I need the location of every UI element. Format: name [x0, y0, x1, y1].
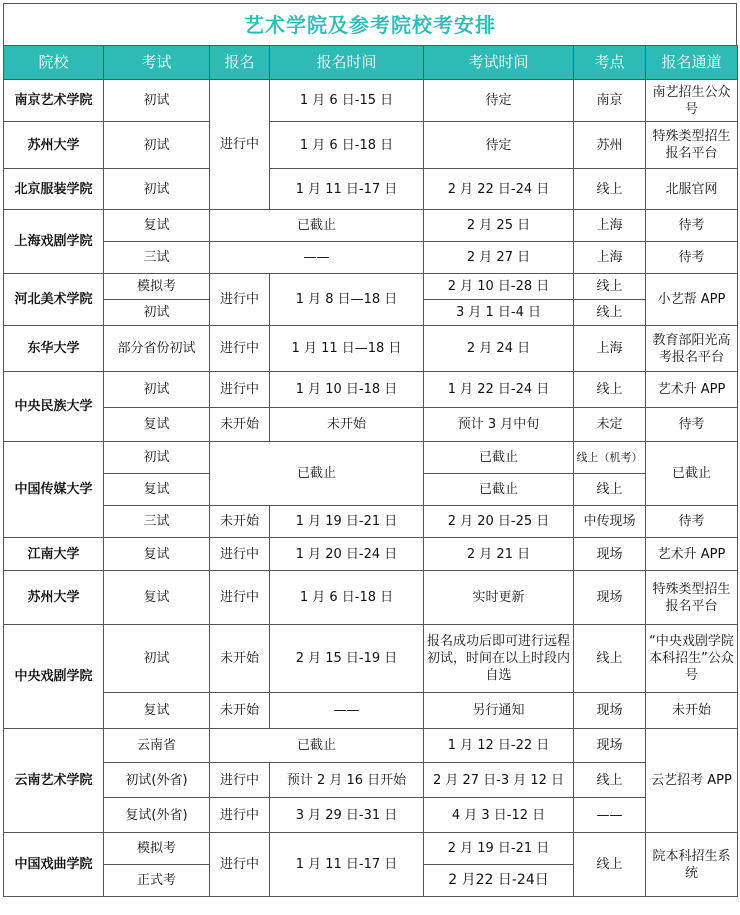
- exam-time: 2 月 22 日-24 日: [424, 169, 574, 210]
- reg-time: 3 月 29 日-31 日: [270, 798, 424, 833]
- reg-time: 1 月 11 日—18 日: [270, 326, 424, 372]
- table-row: [4, 442, 738, 474]
- exam-site: 线上: [574, 763, 646, 798]
- header-exam-time: 考试时间: [424, 46, 574, 80]
- exam-type: 初试(外省): [104, 763, 210, 798]
- school-name: 北京服装学院: [4, 169, 104, 210]
- header-registration: 报名: [210, 46, 270, 80]
- exam-time: 2 月 25 日: [424, 210, 574, 242]
- exam-type: 模拟考: [104, 274, 210, 300]
- reg-channel: 南艺招生公众号: [646, 80, 738, 122]
- exam-site: 南京: [574, 80, 646, 122]
- exam-site: 线上: [574, 169, 646, 210]
- reg-time: 1 月 6 日-18 日: [270, 122, 424, 169]
- exam-time: 1 月 22 日-24 日: [424, 372, 574, 408]
- header-reg-time: 报名时间: [270, 46, 424, 80]
- header-exam-site: 考点: [574, 46, 646, 80]
- school-name: 江南大学: [4, 538, 104, 571]
- reg-status: 未开始: [210, 408, 270, 442]
- table-row: [4, 372, 738, 408]
- schedule-sheet: [3, 3, 737, 897]
- exam-type: 正式考: [104, 865, 210, 897]
- school-name: 中央民族大学: [4, 372, 104, 442]
- school-name: 苏州大学: [4, 571, 104, 625]
- table-row: [4, 210, 738, 242]
- reg-status: 进行中: [210, 571, 270, 625]
- table-row: [4, 693, 738, 729]
- exam-type: 三试: [104, 506, 210, 538]
- table-row: [4, 506, 738, 538]
- exam-time: 2 月22 日-24日: [424, 865, 574, 897]
- reg-channel: 待考: [646, 210, 738, 242]
- school-name: 中国传媒大学: [4, 442, 104, 538]
- reg-channel: 待考: [646, 408, 738, 442]
- table-row: [4, 326, 738, 372]
- reg-status: 未开始: [210, 693, 270, 729]
- exam-site: 未定: [574, 408, 646, 442]
- exam-time: 待定: [424, 122, 574, 169]
- exam-time: 预计 3 月中旬: [424, 408, 574, 442]
- reg-channel: 小艺帮 APP: [646, 274, 738, 326]
- reg-channel: 院本科招生系统: [646, 833, 738, 897]
- exam-site: 现场: [574, 571, 646, 625]
- reg-channel: 特殊类型招生报名平台: [646, 571, 738, 625]
- exam-type: 复试: [104, 474, 210, 506]
- reg-channel: 艺术升 APP: [646, 538, 738, 571]
- exam-time: 2 月 27 日-3 月 12 日: [424, 763, 574, 798]
- table-row: [4, 242, 738, 274]
- reg-status: 进行中: [210, 538, 270, 571]
- table-row: [4, 571, 738, 625]
- reg-time: 1 月 6 日-18 日: [270, 571, 424, 625]
- exam-type: 复试: [104, 571, 210, 625]
- table-row: [4, 122, 738, 169]
- reg-channel: 已截止: [646, 442, 738, 506]
- exam-time: 3 月 1 日-4 日: [424, 300, 574, 326]
- exam-type: 初试: [104, 80, 210, 122]
- exam-time: 待定: [424, 80, 574, 122]
- sheet-title: 艺术学院及参考院校考安排: [3, 3, 737, 45]
- reg-status: 进行中: [210, 798, 270, 833]
- exam-type: 复试: [104, 693, 210, 729]
- reg-channel: 北服官网: [646, 169, 738, 210]
- reg-status: 进行中: [210, 274, 270, 326]
- reg-closed: 已截止: [210, 210, 424, 242]
- school-name: 南京艺术学院: [4, 80, 104, 122]
- exam-site: 上海: [574, 210, 646, 242]
- reg-channel: 未开始: [646, 693, 738, 729]
- exam-time: 2 月 10 日-28 日: [424, 274, 574, 300]
- exam-time: 实时更新: [424, 571, 574, 625]
- reg-status: 进行中: [210, 372, 270, 408]
- exam-time: 已截止: [424, 442, 574, 474]
- exam-type: 初试: [104, 442, 210, 474]
- reg-time: 1 月 11 日-17 日: [270, 833, 424, 897]
- exam-site: 线上: [574, 625, 646, 693]
- exam-site: 中传现场: [574, 506, 646, 538]
- exam-time: 已截止: [424, 474, 574, 506]
- table-row: [4, 625, 738, 693]
- reg-status: 进行中: [210, 80, 270, 210]
- exam-type: 初试: [104, 625, 210, 693]
- exam-time: 2 月 20 日-25 日: [424, 506, 574, 538]
- exam-site: 上海: [574, 326, 646, 372]
- table-row: [4, 798, 738, 833]
- header-channel: 报名通道: [646, 46, 738, 80]
- table-row: [4, 169, 738, 210]
- exam-time: 2 月 24 日: [424, 326, 574, 372]
- exam-site: 线上: [574, 372, 646, 408]
- exam-type: 三试: [104, 242, 210, 274]
- reg-time: 1 月 10 日-18 日: [270, 372, 424, 408]
- reg-channel: “中央戏剧学院本科招生”公众号: [646, 625, 738, 693]
- reg-status: 进行中: [210, 763, 270, 798]
- table-row: [4, 538, 738, 571]
- school-name: 东华大学: [4, 326, 104, 372]
- school-name: 中国戏曲学院: [4, 833, 104, 897]
- exam-time: 4 月 3 日-12 日: [424, 798, 574, 833]
- exam-site: 现场: [574, 693, 646, 729]
- exam-type: 复试: [104, 210, 210, 242]
- exam-type: 初试: [104, 169, 210, 210]
- reg-status: 进行中: [210, 833, 270, 897]
- table-row: [4, 274, 738, 300]
- exam-time: 2 月 21 日: [424, 538, 574, 571]
- exam-type: 初试: [104, 122, 210, 169]
- reg-time: 预计 2 月 16 日开始: [270, 763, 424, 798]
- exam-site: 线上: [574, 300, 646, 326]
- header-school: 院校: [4, 46, 104, 80]
- exam-time: 2 月 27 日: [424, 242, 574, 274]
- reg-channel: 待考: [646, 506, 738, 538]
- reg-channel: 教育部阳光高考报名平台: [646, 326, 738, 372]
- table-row: [4, 408, 738, 442]
- reg-time: 1 月 8 日—18 日: [270, 274, 424, 326]
- reg-time: ——: [270, 693, 424, 729]
- reg-status: 进行中: [210, 326, 270, 372]
- exam-type: 初试: [104, 300, 210, 326]
- reg-time: 1 月 19 日-21 日: [270, 506, 424, 538]
- table-row: [4, 729, 738, 763]
- reg-time: 未开始: [270, 408, 424, 442]
- exam-type: 部分省份初试: [104, 326, 210, 372]
- reg-time: 1 月 20 日-24 日: [270, 538, 424, 571]
- schedule-table: [3, 45, 738, 897]
- school-name: 中央戏剧学院: [4, 625, 104, 729]
- exam-site: 上海: [574, 242, 646, 274]
- table-row: [4, 833, 738, 865]
- reg-status: 未开始: [210, 506, 270, 538]
- exam-site: 线上（机考）: [574, 442, 646, 474]
- header-row: [4, 46, 738, 80]
- reg-closed: 已截止: [210, 729, 424, 763]
- school-name: 河北美术学院: [4, 274, 104, 326]
- reg-channel: 特殊类型招生报名平台: [646, 122, 738, 169]
- reg-dash: ——: [210, 242, 424, 274]
- exam-time: 1 月 12 日-22 日: [424, 729, 574, 763]
- exam-type: 初试: [104, 372, 210, 408]
- school-name: 上海戏剧学院: [4, 210, 104, 274]
- reg-time: 1 月 6 日-15 日: [270, 80, 424, 122]
- reg-closed: 已截止: [210, 442, 424, 506]
- exam-site: 现场: [574, 538, 646, 571]
- exam-type: 复试: [104, 408, 210, 442]
- exam-type: 复试: [104, 538, 210, 571]
- exam-site: 苏州: [574, 122, 646, 169]
- exam-site: 线上: [574, 833, 646, 897]
- reg-time: 2 月 15 日-19 日: [270, 625, 424, 693]
- reg-channel: 待考: [646, 242, 738, 274]
- exam-site: 现场: [574, 729, 646, 763]
- header-exam: 考试: [104, 46, 210, 80]
- exam-time: 2 月 19 日-21 日: [424, 833, 574, 865]
- exam-type: 云南省: [104, 729, 210, 763]
- exam-site: ——: [574, 798, 646, 833]
- table-row: [4, 80, 738, 122]
- exam-site: 线上: [574, 274, 646, 300]
- exam-type: 复试(外省): [104, 798, 210, 833]
- exam-time: 另行通知: [424, 693, 574, 729]
- school-name: 苏州大学: [4, 122, 104, 169]
- table-row: [4, 763, 738, 798]
- exam-time: 报名成功后即可进行远程初试，时间在以上时段内自选: [424, 625, 574, 693]
- school-name: 云南艺术学院: [4, 729, 104, 833]
- reg-time: 1 月 11 日-17 日: [270, 169, 424, 210]
- reg-channel: 云艺招考 APP: [646, 729, 738, 833]
- exam-type: 模拟考: [104, 833, 210, 865]
- exam-site: 线上: [574, 474, 646, 506]
- reg-status: 未开始: [210, 625, 270, 693]
- reg-channel: 艺术升 APP: [646, 372, 738, 408]
